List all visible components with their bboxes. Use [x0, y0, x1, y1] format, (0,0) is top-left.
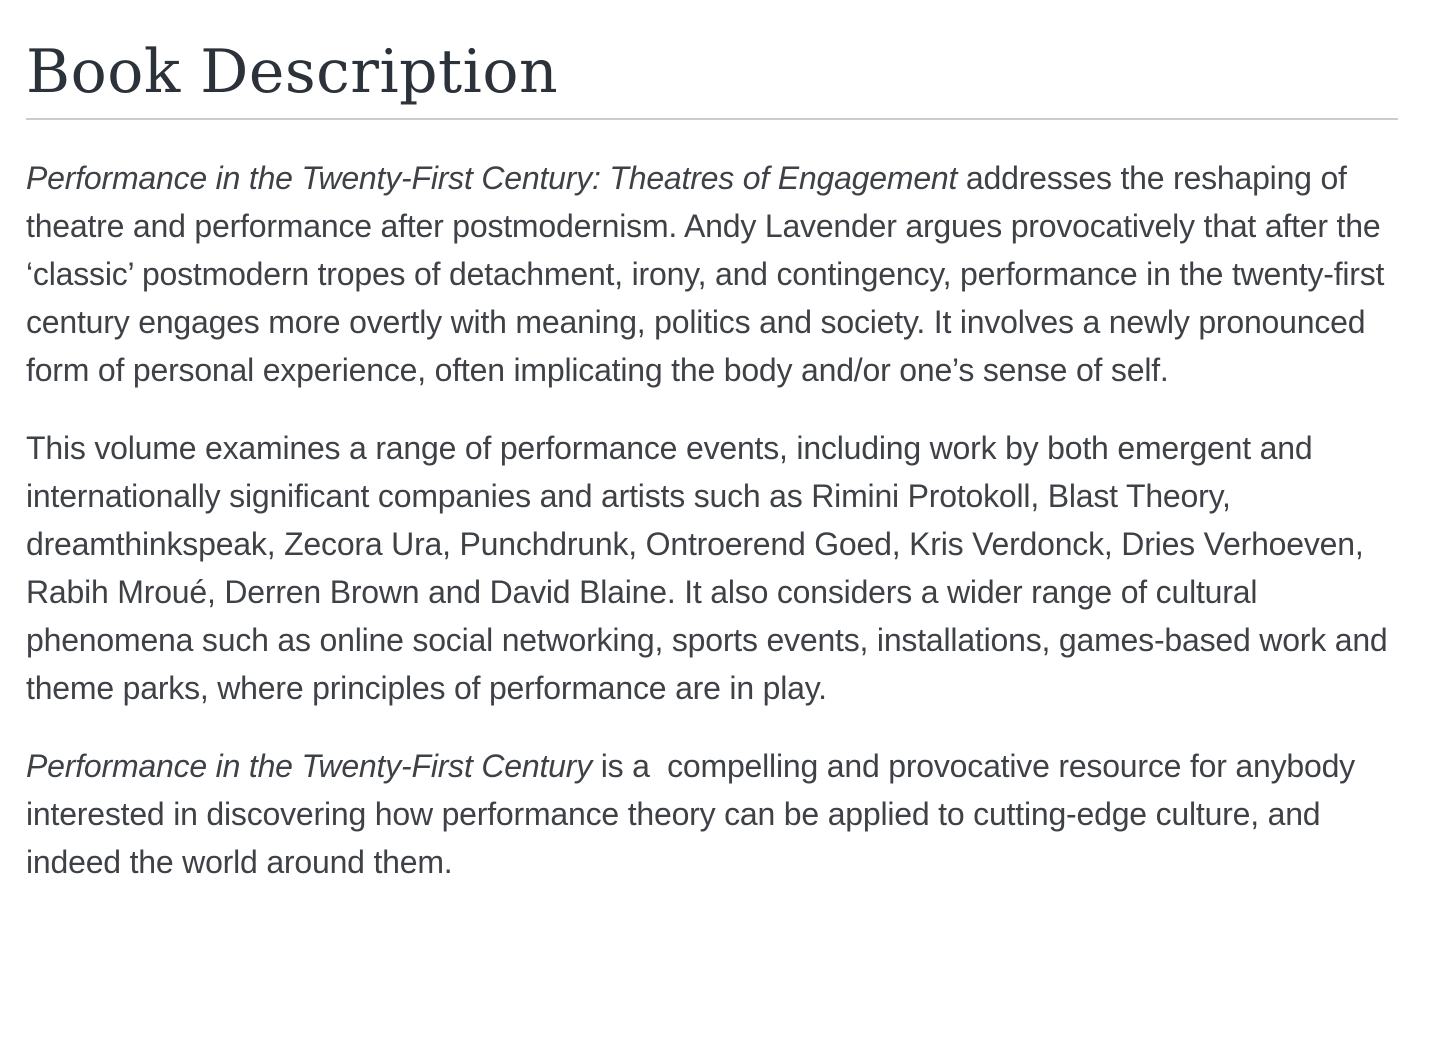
book-title-italic: Performance in the Twenty-First Century: Theatres of Engagement: [26, 160, 958, 196]
title-divider: [26, 118, 1398, 120]
paragraph-2: [26, 424, 1398, 712]
paragraph-3: [26, 742, 1398, 886]
book-description-content: [26, 154, 1398, 886]
paragraph-1: [26, 154, 1398, 394]
section-title: Book Description: [26, 37, 559, 107]
book-description-page: [26, 36, 1398, 886]
book-title-italic-short: Performance in the Twenty-First Century: [26, 748, 593, 784]
paragraph-1-text: addresses the reshaping of theatre and performance after postmodernism. Andy Lavender argues provocatively that after the ‘classic’ postmodern tropes of detachment, irony, and contingency, performance in the twenty-first century engages more overtly with meaning, politics and society. It involves a newly pronounced form of personal experience, often implicating the body and/or one’s sense of self.: [26, 160, 1393, 388]
paragraph-3-text: is a compelling and provocative resource for anybody interested in discovering how performance theory can be applied to cutting-edge culture, and indeed the world around them.: [26, 748, 1364, 880]
paragraph-2-text: This volume examines a range of performance events, including work by both emergent and internationally significant companies and artists such as Rimini Protokoll, Blast Theory, dreamthinkspeak, Zecora Ura, Punchdrunk, Ontroerend Goed, Kris Verdonck, Dries Verhoeven, Rabih Mroué, Derren Brown and David Blaine. It also considers a wider range of cultural phenomena such as online social networking, sports events, installations, games-based work and theme parks, where principles of performance are in play.: [26, 430, 1397, 706]
